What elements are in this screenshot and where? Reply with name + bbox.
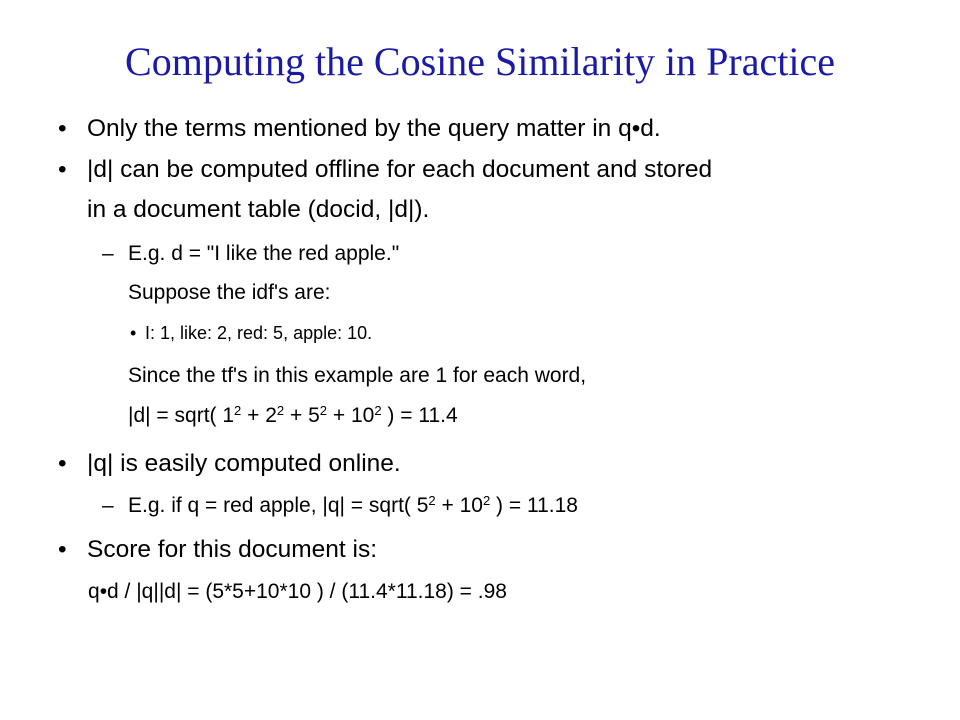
bullet-1 xyxy=(87,114,661,144)
bullet-2-line-1: |d| can be computed offline for each document and stored xyxy=(87,156,713,183)
qnorm-exp-2: 2 xyxy=(482,492,491,508)
bullet-4-marker: • xyxy=(58,536,67,563)
bullet-3-marker: • xyxy=(58,450,67,477)
qnorm-exp-1: 2 xyxy=(428,492,436,508)
dot-operator: • xyxy=(631,115,641,142)
bullet-1-marker: • xyxy=(58,115,67,142)
score-part-1: q xyxy=(88,580,100,603)
dnorm-exp-1: 2 xyxy=(234,402,242,418)
dnorm-part-2: + 2 xyxy=(241,404,277,427)
bullet-2-marker: • xyxy=(58,156,67,183)
dnorm-part-1: |d| = sqrt( 1 xyxy=(128,404,235,427)
dnorm-part-4: + 10 xyxy=(327,404,375,427)
bullet-4: Score for this document is: xyxy=(87,536,378,563)
dnorm-part-3: + 5 xyxy=(284,404,320,427)
sub-bullet-2-marker: – xyxy=(102,494,114,517)
sub-bullet-1-marker: – xyxy=(102,242,114,265)
dnorm-exp-4: 2 xyxy=(374,402,382,418)
idf-values: I: 1, like: 2, red: 5, apple: 10. xyxy=(145,323,373,343)
bullet-1-text-pre: Only the terms mentioned by the query matter in q xyxy=(87,115,632,142)
bullet-3: |q| is easily computed online. xyxy=(87,450,401,477)
document-norm-formula xyxy=(128,403,458,429)
bullet-2-line-2: in a document table (docid, |d|). xyxy=(87,196,430,223)
suppose-idf-text: Suppose the idf's are: xyxy=(128,281,331,304)
example-document: E.g. d = "I like the red apple." xyxy=(128,242,400,265)
qnorm-part-1: E.g. if q = red apple, |q| = sqrt( 5 xyxy=(128,494,429,517)
score-dot-operator: • xyxy=(99,580,108,603)
score-formula xyxy=(88,579,507,605)
query-norm-formula xyxy=(128,493,578,519)
sub-sub-bullet-marker: • xyxy=(130,323,137,343)
qnorm-part-2: + 10 xyxy=(435,494,483,517)
tf-statement: Since the tf's in this example are 1 for each word, xyxy=(128,364,587,387)
slide-title: Computing the Cosine Similarity in Practice xyxy=(125,39,835,84)
dnorm-exp-3: 2 xyxy=(319,402,328,418)
score-part-2: d / |q||d| = (5*5+10*10 ) / (11.4*11.18) = .98 xyxy=(107,580,507,603)
dnorm-part-5: ) = 11.4 xyxy=(381,404,458,427)
qnorm-part-3: ) = 11.18 xyxy=(490,494,578,517)
dnorm-exp-2: 2 xyxy=(276,402,285,418)
bullet-1-text-post: d. xyxy=(640,115,661,142)
